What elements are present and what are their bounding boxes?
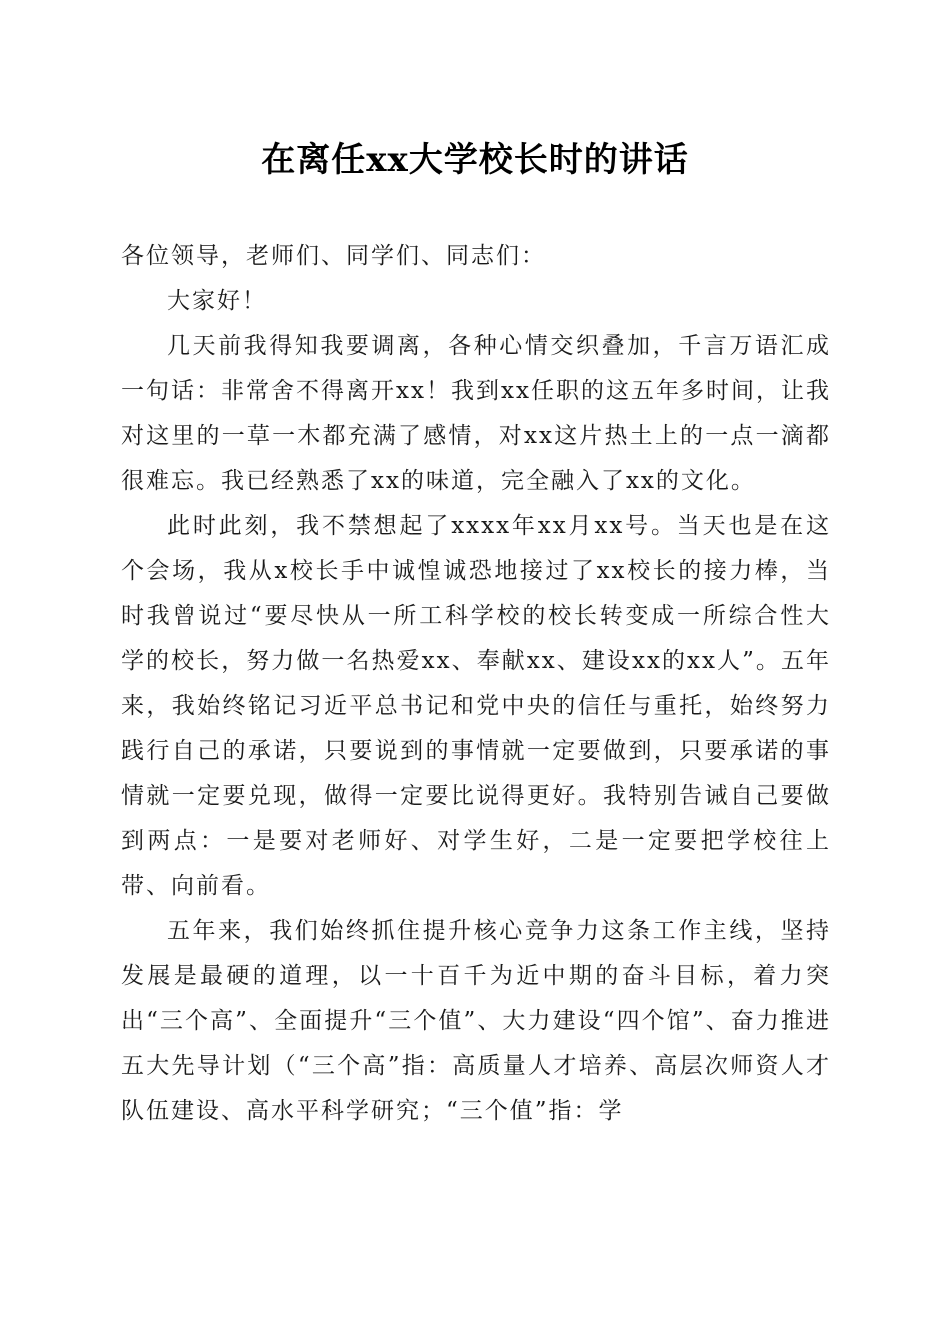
paragraph-achievements: 五年来，我们始终抓住提升核心竞争力这条工作主线，坚持发展是最硬的道理，以一十百千为近中期的奋斗目标，着力突出“三个高”、全面提升“三个值”、大力建设“四个馆”、奋力推进五大先导计划（“三个高”指：高质量人才培养、高层次师资人才队伍建设、高水平科学研究；“三个值”指：学 bbox=[121, 918, 831, 1124]
salutation: 各位领导，老师们、同学们、同志们： bbox=[121, 243, 546, 269]
paragraph-greeting: 大家好！ bbox=[167, 288, 267, 314]
document-body bbox=[121, 234, 831, 1134]
paragraph-recollection: 此时此刻，我不禁想起了xxxx年xx月xx号。当天也是在这个会场，我从x校长手中诚惶诚恐地接过了xx校长的接力棒，当时我曾说过“要尽快从一所工科学校的校长转变成一所综合性大学的校长，努力做一名热爱xx、奉献xx、建设xx的xx人”。五年来，我始终铭记习近平总书记和党中央的信任与重托，始终努力践行自己的承诺，只要说到的事情就一定要做到，只要承诺的事情就一定要兑现，做得一定要比说得更好。我特别告诫自己要做到两点：一是要对老师好、对学生好，二是一定要把学校往上带、向前看。 bbox=[121, 513, 831, 899]
paragraph-farewell: 几天前我得知我要调离，各种心情交织叠加，千言万语汇成一句话：非常舍不得离开xx！我到xx任职的这五年多时间，让我对这里的一草一木都充满了感情，对xx这片热土上的一点一滴都很难忘。我已经熟悉了xx的味道，完全融入了xx的文化。 bbox=[121, 333, 831, 494]
document-title: 在离任xx大学校长时的讲话 bbox=[261, 140, 689, 180]
